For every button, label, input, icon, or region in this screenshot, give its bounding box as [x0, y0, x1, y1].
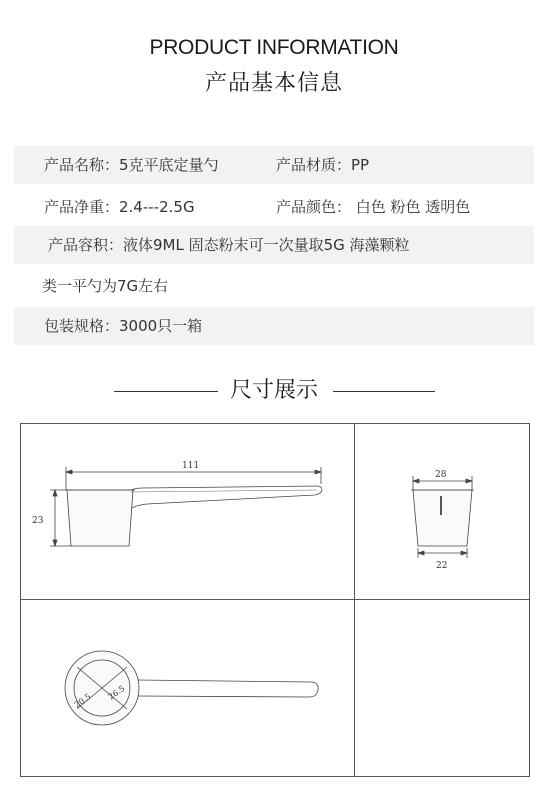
info-row-name-material — [14, 146, 534, 184]
info-row-packing — [14, 307, 534, 345]
product-capacity: 产品容积：液体9ML 固态粉末可一次量取5G 海藻颗粒 — [48, 236, 410, 254]
title-rule-right — [333, 391, 435, 392]
info-row-weight-color — [14, 188, 534, 226]
product-name: 产品名称：5克平底定量勺 — [44, 156, 219, 174]
dimension-section-title — [0, 376, 548, 406]
info-row-capacity-cont — [14, 267, 534, 305]
side-view-drawing — [21, 424, 354, 599]
top-view-drawing — [21, 600, 354, 776]
front-view-drawing — [355, 424, 529, 599]
top-outer-label: 26.5 — [106, 683, 127, 702]
product-color: 产品颜色： 白色 粉色 透明色 — [276, 198, 471, 216]
dimension-drawing-grid — [20, 423, 530, 777]
product-capacity-continued: 类一平勺为7G左右 — [42, 277, 169, 295]
product-packing: 包装规格：3000只一箱 — [44, 317, 203, 335]
side-length-label: 111 — [182, 461, 200, 471]
info-row-capacity — [14, 226, 534, 264]
product-material: 产品材质：PP — [276, 156, 370, 174]
title-english: PRODUCT INFORMATION — [149, 36, 399, 59]
side-height-label: 23 — [32, 516, 44, 526]
dimension-title-text: 尺寸展示 — [229, 378, 318, 403]
front-bottom-label: 22 — [436, 561, 448, 571]
top-inner-label: 20.5 — [72, 691, 93, 710]
product-weight: 产品净重：2.4---2.5G — [44, 198, 195, 216]
title-chinese: 产品基本信息 — [204, 71, 343, 96]
front-top-label: 28 — [435, 470, 447, 480]
